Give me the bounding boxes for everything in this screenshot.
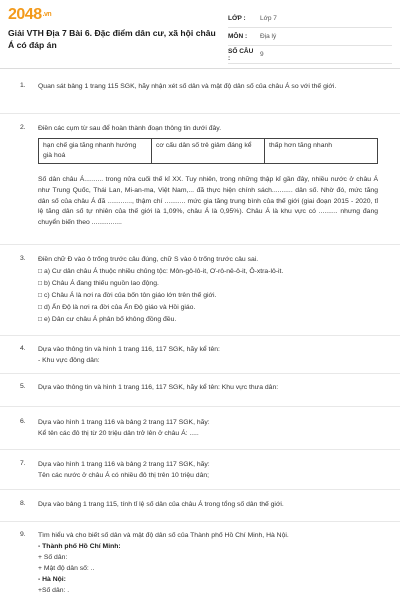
meta-row-grade: LỚP : Lớp 7 <box>228 10 392 28</box>
question-text: Tìm hiểu và cho biết số dân và mật độ dân số của Thành phố Hồ Chí Minh, Hà Nội. <box>38 532 289 539</box>
answer-line-hanoi-population: +Số dân: . <box>38 587 70 594</box>
question-divider <box>0 449 400 450</box>
question-text: Điền các cụm từ sau để hoàn thành đoạn thông tin dưới đây. <box>38 125 222 132</box>
question-number: 5. <box>20 383 26 390</box>
page-title: Giải VTH Địa 7 Bài 6. Đặc điểm dân cư, xã hội châu Á có đáp án <box>8 28 216 50</box>
question-subline: Tên các nước ở châu Á có nhiều đô thị trên 10 triệu dân; <box>38 472 210 479</box>
word-bank-cell: hạn chế gia tăng nhanh hướng già hoá <box>39 139 152 164</box>
question-number: 3. <box>20 255 26 262</box>
question-text: Dựa vào bảng 1 trang 115, tính tỉ lệ số dân của châu Á trong tổng số dân thế giới. <box>38 501 284 508</box>
answer-line-hcm-title: - Thành phố Hồ Chí Minh: <box>38 543 121 550</box>
word-bank-table <box>38 138 378 164</box>
word-bank-cell: cơ cấu dân số trẻ giảm đáng kể <box>152 139 265 164</box>
meta-info <box>228 10 392 64</box>
question-number: 2. <box>20 124 26 131</box>
answer-line-hcm-density: + Mật độ dân số: .. <box>38 565 95 572</box>
meta-row-count: SỐ CÂU : 9 <box>228 46 392 64</box>
meta-row-subject: MÔN : Địa lý <box>228 28 392 46</box>
option-d[interactable]: □ d) Ấn Độ là nơi ra đời của Ấn Độ giáo và Hồi giáo. <box>38 304 196 311</box>
question-divider <box>0 489 400 490</box>
question-subline: Kể tên các đô thị từ 20 triệu dân trở lên ở châu Á: ..... <box>38 430 199 437</box>
option-b[interactable]: □ b) Châu Á đang thiếu nguồn lao động. <box>38 280 159 287</box>
question-number: 7. <box>20 460 26 467</box>
header-divider <box>0 68 400 69</box>
question-text: Dựa vào hình 1 trang 116 và bảng 2 trang 117 SGK, hãy: <box>38 461 210 468</box>
question-divider <box>0 335 400 336</box>
header <box>0 0 400 60</box>
question-text: Dựa vào thông tin và hình 1 trang 116, 117 SGK, hãy kể tên: <box>38 346 220 353</box>
question-text: Điền chữ Đ vào ô trống trước câu đúng, chữ S vào ô trống trước câu sai. <box>38 256 259 263</box>
option-a[interactable]: □ a) Cư dân châu Á thuộc nhiều chủng tộc: Môn-gô-lô-it, Ơ-rô-nê-ô-it, Ô-xtra-lô-it. <box>38 268 284 275</box>
question-text: Dựa vào hình 1 trang 116 và bảng 2 trang 117 SGK, hãy: <box>38 419 210 426</box>
question-number: 4. <box>20 345 26 352</box>
question-number: 8. <box>20 500 26 507</box>
question-number: 6. <box>20 418 26 425</box>
question-divider <box>0 244 400 245</box>
option-e[interactable]: □ e) Dân cư châu Á phân bố không đồng đều. <box>38 316 177 323</box>
option-c[interactable]: □ c) Châu Á là nơi ra đời của bốn tôn giáo lớn trên thế giới. <box>38 292 217 299</box>
answer-line-hanoi-title: - Hà Nội: <box>38 576 66 583</box>
answer-line-hcm-population: + Số dân: <box>38 554 68 561</box>
question-subline: - Khu vực đông dân: <box>38 357 100 364</box>
site-logo[interactable]: 2048.vn <box>8 6 52 23</box>
question-divider <box>0 113 400 114</box>
word-bank-cell: thấp hơn tăng nhanh <box>265 139 378 164</box>
question-number: 1. <box>20 82 26 89</box>
fill-paragraph: Số dân châu Á.......... trong nửa cuối thế kỉ XX. Tuy nhiên, trong những thập kỉ gần đây, nhiều nước ở châu Á như Trung Quốc, Thái Lan, Mi-an-ma, Việt Nam,... đã thực hiện chính sách........... dân số. Nhờ đó, mức tăng dân số của châu Á đã ............., thậm chí ........... mức gia tăng trung bình của thế giới (giai đoạn 2015 - 2020, tỉ lệ tăng dân số tự nhiên của thế giới là 1,09%, châu Á là 0,95%). Châu Á là khu vực có .......... nhưng đang chuyển biến theo ................ <box>38 176 378 227</box>
question-divider <box>0 521 400 522</box>
question-text: Quan sát bảng 1 trang 115 SGK, hãy nhận xét số dân và mật độ dân số của châu Á so với thế giới. <box>38 83 337 90</box>
question-divider <box>0 373 400 374</box>
question-text: Dựa vào thông tin và hình 1 trang 116, 117 SGK, hãy kể tên: Khu vực thưa dân: <box>38 384 279 391</box>
question-number: 9. <box>20 531 26 538</box>
question-divider <box>0 406 400 407</box>
